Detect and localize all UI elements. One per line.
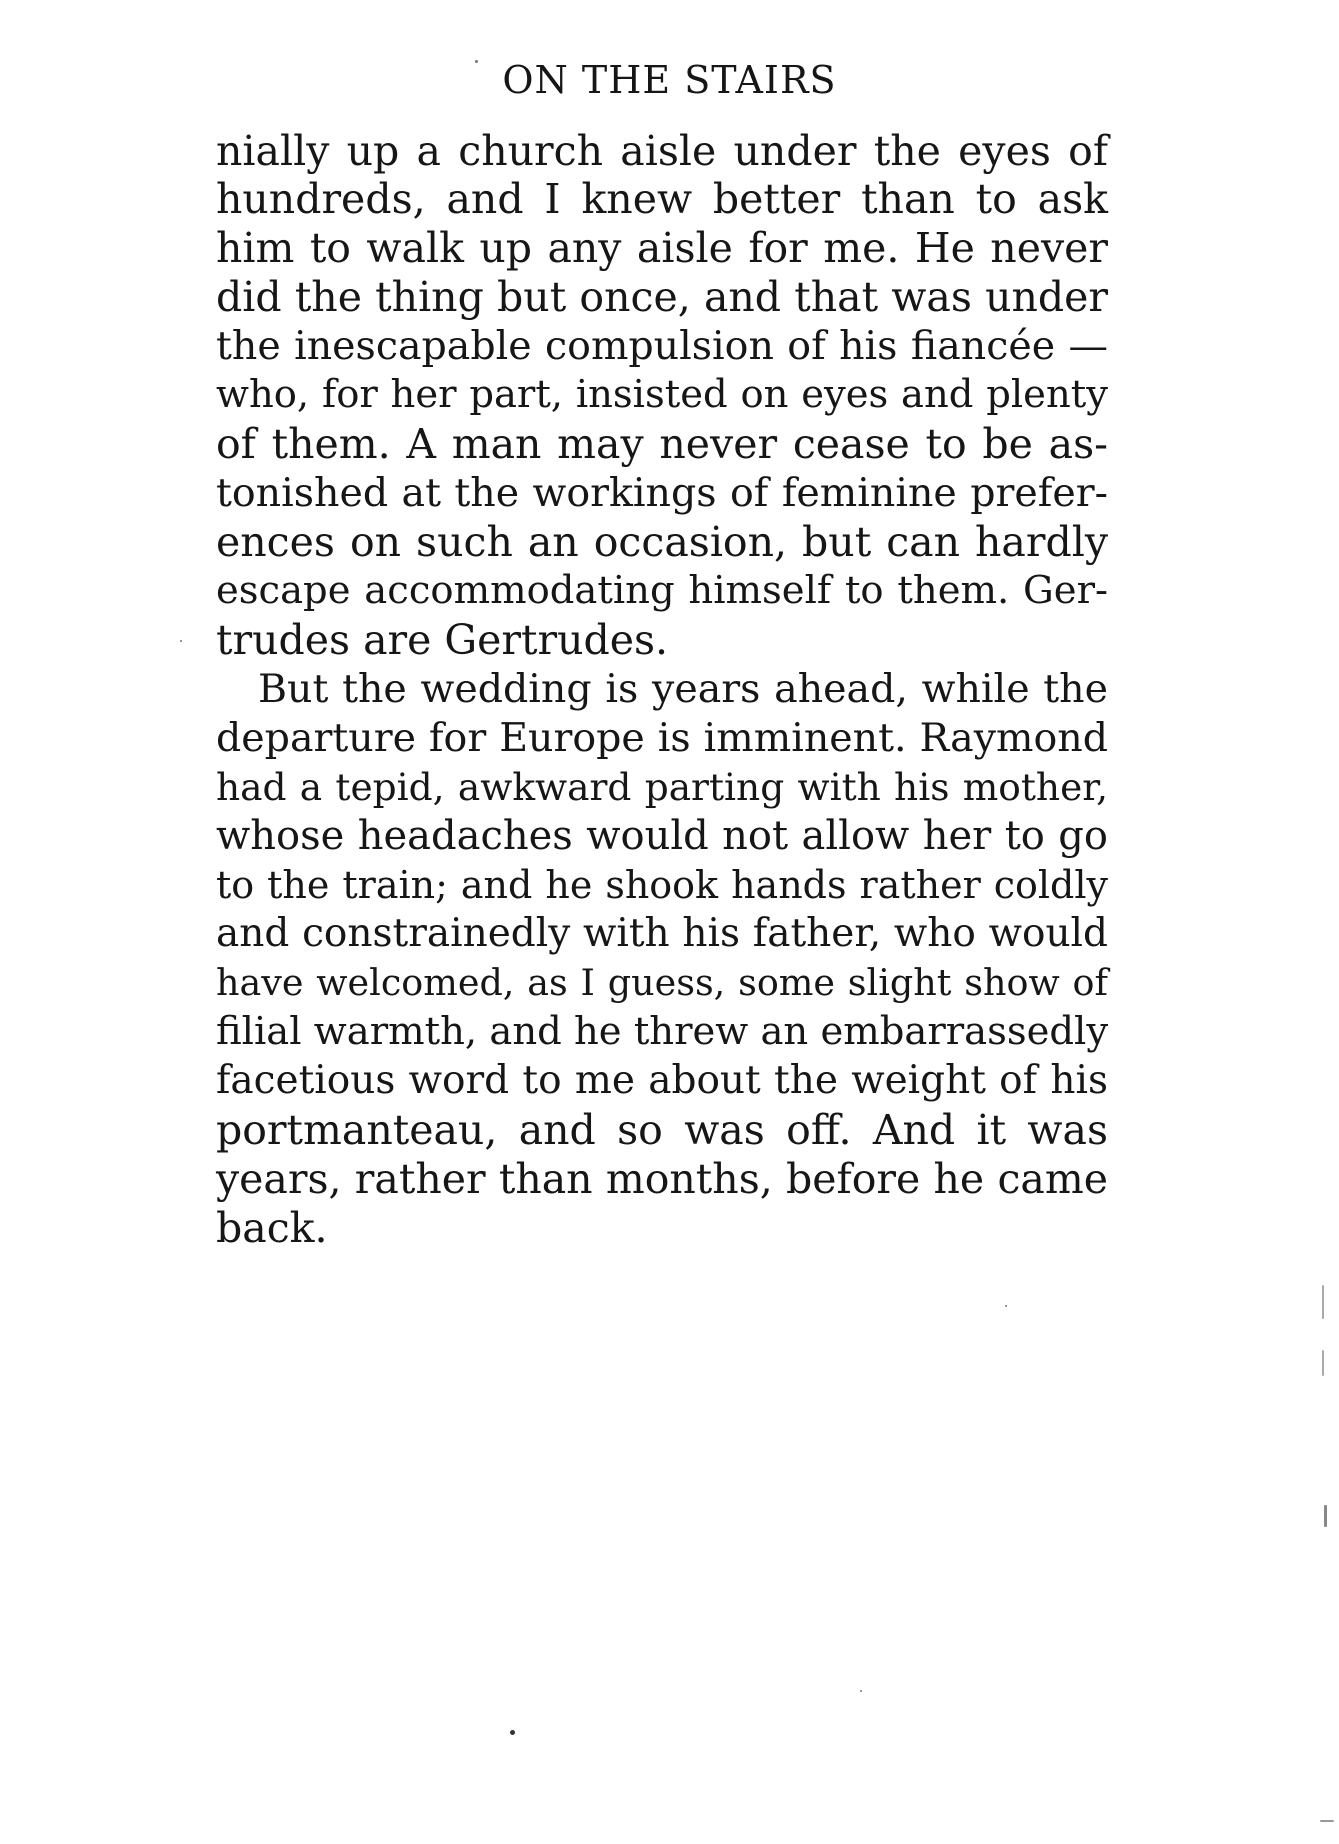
text-line: departure for Europe is imminent. Raymond — [216, 715, 1108, 761]
speck — [1324, 1505, 1327, 1527]
text-line: of them. A man may never cease to be as- — [216, 420, 1108, 468]
text-line: years, rather than months, before he came — [216, 1155, 1108, 1203]
speck — [1322, 1285, 1324, 1319]
text-line: to the train; and he shook hands rather coldly — [216, 863, 1108, 907]
speck — [1322, 1350, 1324, 1376]
text-line: had a tepid, awkward parting with his mother, — [216, 765, 1108, 809]
text-line: ences on such an occasion, but can hardly — [216, 518, 1108, 566]
speck — [180, 640, 182, 642]
running-head: ON THE STAIRS — [502, 58, 837, 102]
speck — [475, 60, 478, 63]
text-line: whose headaches would not allow her to go — [216, 813, 1108, 859]
text-line: escape accommodating himself to them. Ger- — [216, 568, 1108, 613]
text-line: the inescapable compulsion of his fiancée — — [216, 323, 1108, 369]
text-line: nially up a church aisle under the eyes of — [216, 127, 1108, 175]
text-line: filial warmth, and he threw an embarrassedly — [216, 1009, 1109, 1054]
text-line: have welcomed, as I guess, some slight show of — [216, 961, 1108, 1004]
text-line: and constrainedly with his father, who would — [216, 911, 1108, 956]
text-line: tonished at the workings of feminine prefer- — [216, 470, 1108, 516]
speck — [1320, 1820, 1334, 1822]
speck — [1005, 1305, 1007, 1307]
paragraph-first-line: But the wedding is years ahead, while the — [258, 666, 1108, 712]
text-line: who, for her part, insisted on eyes and plenty — [216, 372, 1108, 417]
text-line: hundreds, and I knew better than to ask — [216, 175, 1108, 223]
text-line: him to walk up any aisle for me. He never — [216, 224, 1108, 272]
text-line: portmanteau, and so was off. And it was — [216, 1106, 1108, 1154]
text-line: did the thing but once, and that was under — [216, 273, 1108, 321]
text-line: facetious word to me about the weight of his — [216, 1058, 1108, 1103]
speck — [860, 1690, 862, 1692]
text-line: trudes are Gertrudes. — [216, 616, 669, 664]
speck — [510, 1730, 515, 1735]
text-line: back. — [216, 1204, 328, 1252]
